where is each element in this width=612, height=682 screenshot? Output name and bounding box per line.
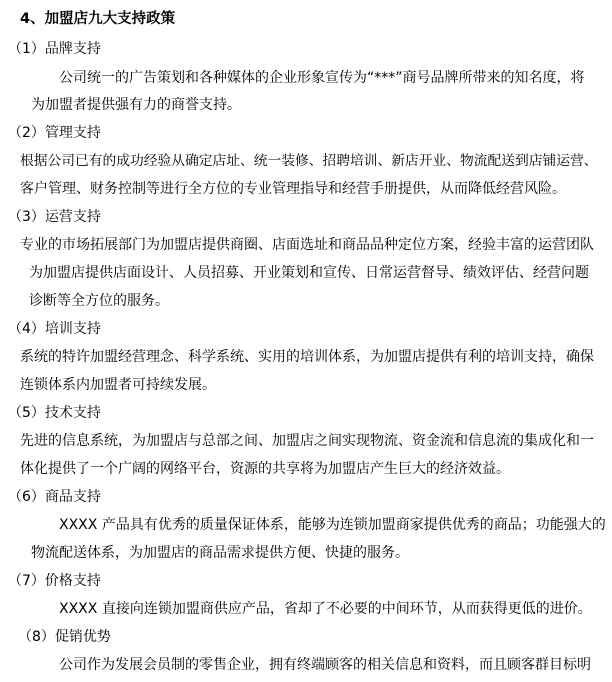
section-heading-brand: （1）品牌支持 [8, 41, 101, 57]
paragraph-line: 连锁体系内加盟者可持续发展。 [20, 377, 216, 393]
section-heading-operations: （3）运营支持 [8, 209, 101, 225]
paragraph-line: 为加盟店提供店面设计、人员招募、开业策划和宣传、日常运营督导、绩效评估、经营问题 [29, 265, 589, 281]
section-heading-pricing: （7）价格支持 [8, 573, 101, 589]
paragraph-line: 公司统一的广告策划和各种媒体的企业形象宣传为“***”商号品牌所带来的知名度，将 [59, 70, 585, 86]
paragraph-line: 先进的信息系统，为加盟店与总部之间、加盟店之间实现物流、资金流和信息流的集成化和一 [20, 433, 594, 449]
paragraph-line: 根据公司已有的成功经验从确定店址、统一装修、招聘培训、新店开业、物流配送到店铺运营、 [20, 153, 598, 169]
paragraph-line: 客户管理、财务控制等进行全方位的专业管理指导和经营手册提供，从而降低经营风险。 [20, 181, 566, 197]
document-title: 4、加盟店九大支持政策 [20, 11, 176, 27]
section-heading-technology: （5）技术支持 [8, 405, 101, 421]
paragraph-line: XXXX 直接向连锁加盟商供应产品，省却了不必要的中间环节，从而获得更低的进价。 [59, 601, 592, 617]
section-heading-training: （4）培训支持 [8, 321, 101, 337]
paragraph-line: 诊断等全方位的服务。 [29, 293, 169, 309]
paragraph-line: 为加盟者提供强有力的商誉支持。 [31, 97, 241, 113]
section-heading-management: （2）管理支持 [8, 125, 101, 141]
paragraph-line: XXXX 产品具有优秀的质量保证体系，能够为连锁加盟商家提供优秀的商品；功能强大的 [59, 517, 606, 533]
paragraph-line: 公司作为发展会员制的零售企业，拥有终端顾客的相关信息和资料，而且顾客群目标明 [59, 657, 591, 673]
section-heading-products: （6）商品支持 [8, 489, 101, 505]
paragraph-line: 物流配送体系，为加盟店的商品需求提供方便、快捷的服务。 [31, 545, 409, 561]
section-heading-promotion: （8）促销优势 [18, 629, 111, 645]
paragraph-line: 系统的特许加盟经营理念、科学系统、实用的培训体系，为加盟店提供有利的培训支持，确保 [20, 349, 594, 365]
paragraph-line: 体化提供了一个广阔的网络平台，资源的共享将为加盟店产生巨大的经济效益。 [20, 461, 510, 477]
paragraph-line: 专业的市场拓展部门为加盟店提供商圈、店面选址和商品品种定位方案，经验丰富的运营团队 [20, 237, 594, 253]
